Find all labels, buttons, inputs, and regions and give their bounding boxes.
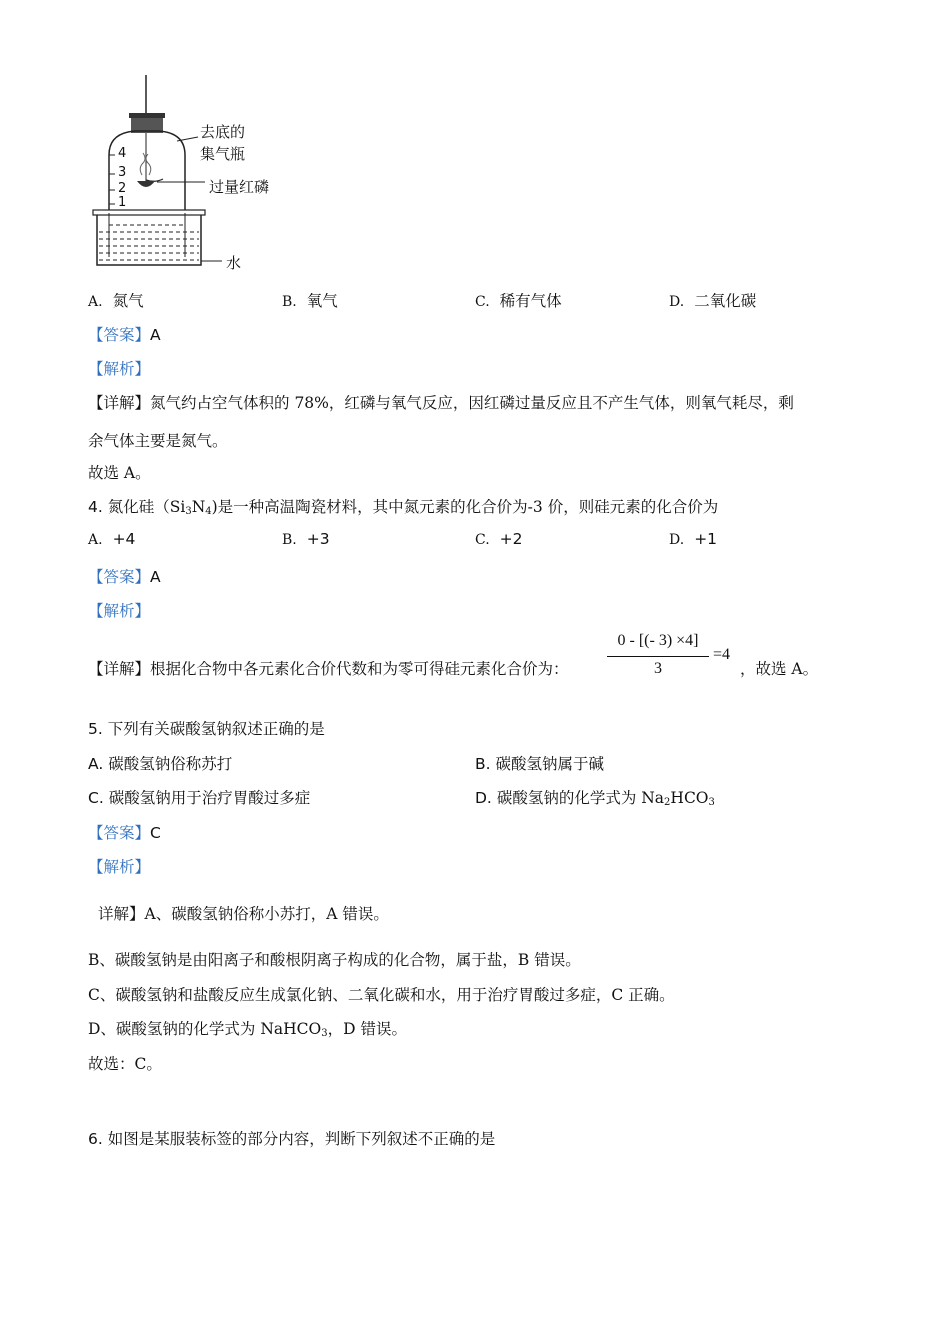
label-bottle-2: 集气瓶	[200, 145, 246, 163]
apparatus-figure	[85, 75, 295, 275]
q4-option-d: D. +1	[669, 530, 718, 548]
scale-mark-2: 2	[118, 181, 127, 196]
q4-option-c: C. +2	[475, 530, 523, 548]
q4-fraction-bar	[607, 656, 709, 657]
label-bottle: 去底的	[200, 123, 246, 141]
q5-answer: 【答案】C	[88, 824, 161, 842]
q5-conclusion: 故选：C。	[88, 1055, 162, 1073]
q3-conclusion: 故选 A。	[88, 464, 151, 482]
q4-stem: 4. 氮化硅$(Si_3N_4)$是一种高温陶瓷材料，其中氮元素的化合价为-3 价，则硅元素的化合价为	[88, 498, 719, 517]
q3-option-a: A. 氮气	[88, 292, 144, 310]
q5-option-c: C. 碳酸氢钠用于治疗胃酸过多症	[88, 789, 311, 807]
q5-detail-line1: 详解】A、碳酸氢钠俗称小苏打，A 错误。	[98, 905, 389, 923]
q5-analysis-tag: 【解析】	[88, 858, 151, 876]
label-phosphorus: 过量红磷	[209, 178, 270, 196]
q4-detail: 【详解】根据化合物中各元素化合价代数和为零可得硅元素化合价为：	[88, 660, 569, 678]
q5-option-d: D. 碳酸氢钠的化学式为 $Na_2HCO_3$	[475, 789, 715, 808]
q5-option-a: A. 碳酸氢钠俗称苏打	[88, 755, 233, 773]
label-water: 水	[226, 254, 242, 272]
q5-line-d: D、碳酸氢钠的化学式为 NaHCO$_3$，D 错误。	[88, 1020, 407, 1039]
q4-option-b: B. +3	[282, 530, 330, 548]
q3-analysis-tag: 【解析】	[88, 360, 151, 378]
q4-analysis-tag: 【解析】	[88, 602, 151, 620]
q4-option-a: A. +4	[88, 530, 136, 548]
q4-detail-end: ，故选 A。	[740, 660, 819, 678]
q3-detail-line2: 余气体主要是氮气。	[88, 432, 228, 450]
q5-line-c: C、碳酸氢钠和盐酸反应生成氯化钠、二氧化碳和水，用于治疗胃酸过多症，C 正确。	[88, 986, 675, 1004]
scale-mark-4: 4	[118, 146, 127, 161]
q5-option-b: B. 碳酸氢钠属于碱	[475, 755, 605, 773]
scale-mark-3: 3	[118, 165, 127, 180]
q4-answer: 【答案】A	[88, 568, 161, 586]
scale-mark-1: 1	[118, 195, 127, 210]
q3-detail-line1: 【详解】氮气约占空气体积的 78%，红磷与氧气反应，因红磷过量反应且不产生气体，则氧气耗尽，剩	[88, 394, 794, 412]
q4-fraction-equals: =4	[713, 646, 731, 663]
q3-option-b: B. 氧气	[282, 292, 338, 310]
q3-option-d: D. 二氧化碳	[669, 292, 757, 310]
q5-line-b: B、碳酸氢钠是由阳离子和酸根阴离子构成的化合物，属于盐，B 错误。	[88, 951, 581, 969]
q4-fraction-numerator: 0 - [(- 3) ×4]	[617, 632, 699, 649]
q3-option-c: C. 稀有气体	[475, 292, 562, 310]
q5-stem: 5. 下列有关碳酸氢钠叙述正确的是	[88, 720, 325, 738]
q4-fraction-denominator: 3	[654, 660, 662, 677]
q6-stem: 6. 如图是某服装标签的部分内容，判断下列叙述不正确的是	[88, 1130, 496, 1148]
q3-answer: 【答案】A	[88, 326, 161, 344]
